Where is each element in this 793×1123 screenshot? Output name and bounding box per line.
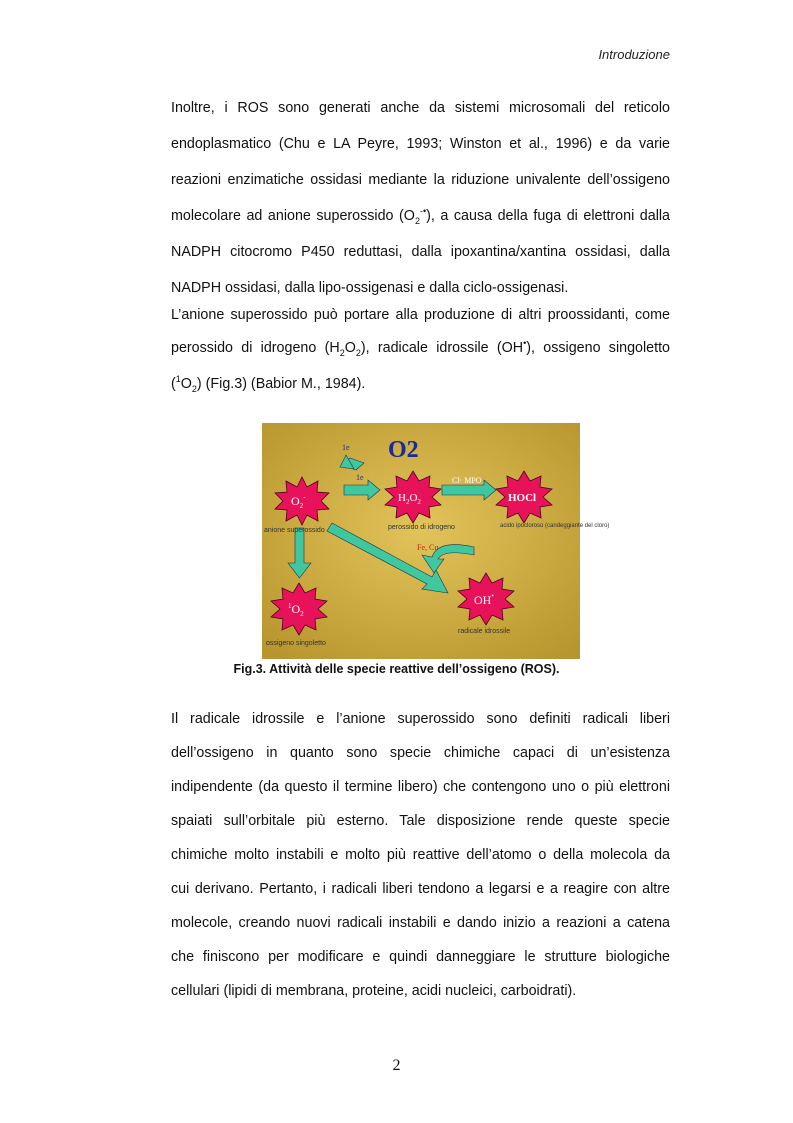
para2-line-3: $(^1O_2)$ (Fig.3) (Babior M., 1984). [171, 374, 366, 394]
para3-line-9: cellulari (lipidi di membrana, proteine, acidi nucleici, carboidrati). [171, 983, 577, 999]
node-h2o2-label: perossido di idrogeno [388, 524, 455, 531]
fe-cu-label: Fe, Cu [417, 543, 439, 552]
node-singlet-label: ossigeno singoletto [266, 640, 326, 647]
para3-line-1: Il radicale idrossile e l’anione superossido sono definiti radicali liberi [171, 711, 670, 727]
para3-line-4: spaiati sull’orbitale più esterno. Tale disposizione rende queste specie [171, 813, 670, 829]
node-superoxide-label: anione superossido [264, 527, 325, 534]
page-number: 2 [392, 1057, 401, 1074]
para1-line-4: molecolare ad anione superossido $(O_2^{-•})$, a causa della fuga di elettroni dalla [171, 206, 671, 226]
node-hocl-label: acido ipocloroso (candeggiante del cloro) [500, 523, 610, 529]
arrow-1e-mid-label: 1e [356, 473, 364, 482]
para1-line-3: reazioni enzimatiche ossidasi mediante la riduzione univalente dell’ossigeno [171, 172, 670, 188]
para3-line-6: cui derivano. Pertanto, i radicali liberi tendono a legarsi e a reagire con altre [171, 881, 670, 897]
node-hocl-symbol: HOCl [508, 492, 537, 504]
node-singlet-symbol: $^1O_2$ [288, 602, 304, 618]
para1-line-6: NADPH ossidasi, dalla lipo-ossigenasi e dalla ciclo-ossigenasi. [171, 280, 569, 296]
node-h2o2-symbol: $H_2O_2$ [398, 492, 421, 506]
arrow-cl-mpo-label: Cl· MPO [452, 476, 482, 485]
para1-line-1: Inoltre, i ROS sono generati anche da sistemi microsomali del reticolo [171, 100, 670, 116]
para3-line-5: chimiche molto instabili e molto più reattive dell’atomo o della molecola da [171, 847, 670, 863]
node-superoxide-symbol: $O_2^-$ [291, 493, 306, 510]
para2-line-1: L’anione superossido può portare alla produzione di altri proossidanti, come [171, 307, 670, 323]
para3-line-3: indipendente (da questo il termine libero) che contengono uno o più elettroni [171, 779, 670, 795]
figure-caption: Fig.3. Attività delle specie reattive dell’ossigeno (ROS). [233, 662, 560, 676]
ros-diagram-figure [262, 423, 610, 659]
para3-line-8: che finiscono per modificare e quindi danneggiare le strutture biologiche [171, 949, 670, 965]
running-header: Introduzione [598, 47, 670, 62]
para3-line-7: molecole, creando nuovi radicali instabili e dando inizio a reazioni a catena [171, 915, 670, 931]
o2-title: O2 [388, 437, 419, 463]
arrow-1e-top-label: 1e [342, 443, 350, 452]
node-oh-symbol: OH• [474, 592, 494, 607]
para1-line-2: endoplasmatico (Chu e LA Peyre, 1993; Winston et al., 1996) e da varie [171, 136, 670, 152]
para1-line-5: NADPH citocromo P450 reduttasi, dalla ipoxantina/xantina ossidasi, dalla [171, 244, 670, 260]
para2-line-2: perossido di idrogeno $(H_2O_2)$, radicale idrossile (OH•), ossigeno singoletto [171, 338, 670, 358]
para3-line-2: dell’ossigeno in quanto sono specie chimiche capaci di un’esistenza [171, 745, 670, 761]
node-oh-label: radicale idrossile [458, 628, 511, 635]
